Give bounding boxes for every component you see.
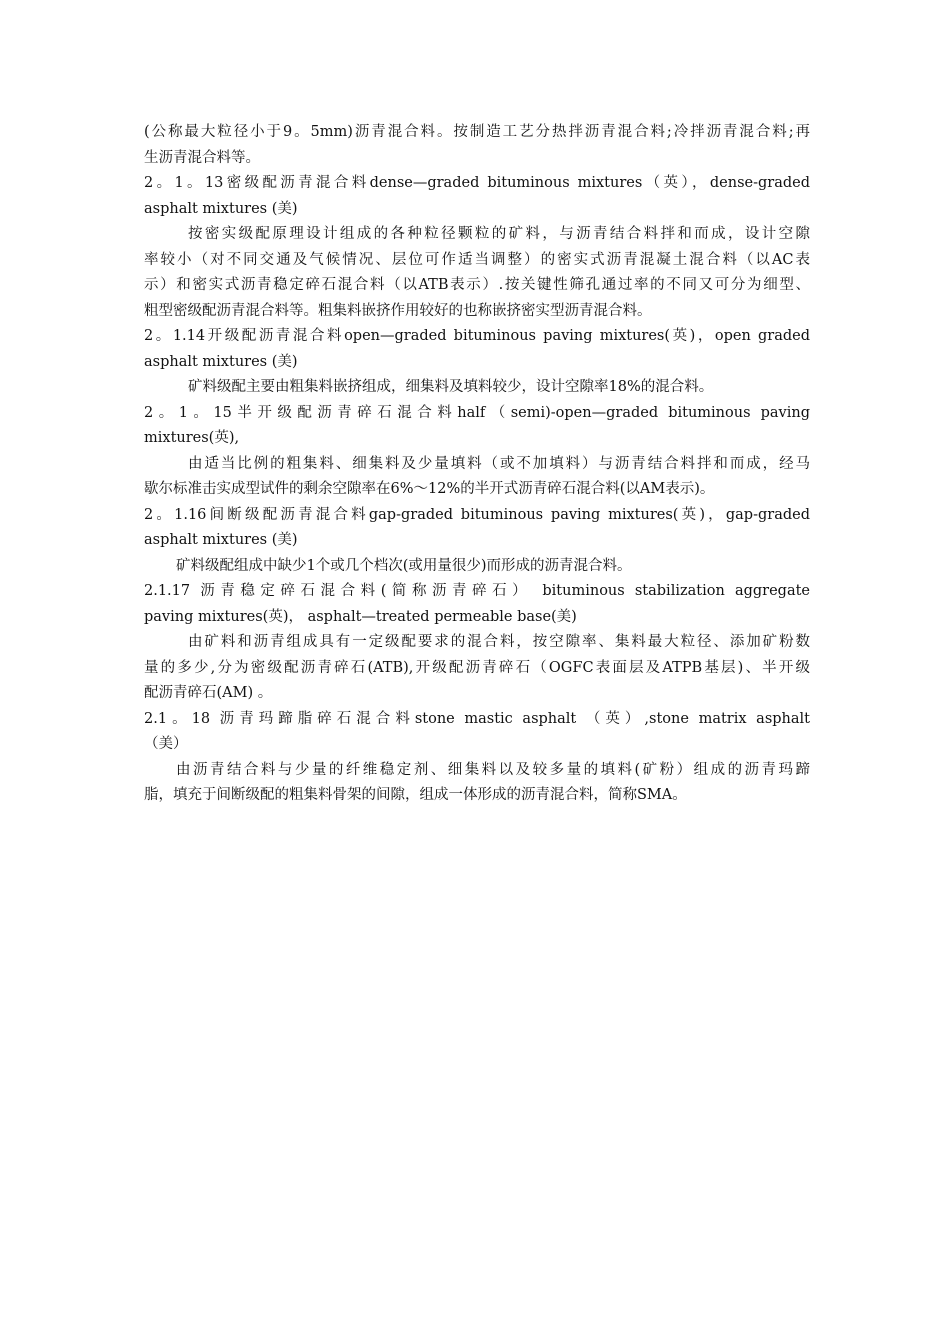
section-heading-2-1-17: 2.1.17 沥青稳定碎石混合料(简称沥青碎石） bituminous stabilization aggregate [144,583,810,599]
paragraph-line: 率较小（对不同交通及气候情况、层位可作适当调整）的密实式沥青混凝土混合料（以AC表 [144,251,810,268]
paragraph-line: 由沥青结合料与少量的纤维稳定剂、细集料以及较多量的填料(矿粉）组成的沥青玛蹄 [176,761,810,778]
paragraph-line: 量的多少,分为密级配沥青碎石(ATB),开级配沥青碎石（OGFC表面层及ATPB基层)、半开级 [144,659,810,676]
paragraph-line: 由适当比例的粗集料、细集料及少量填料（或不加填料）与沥青结合料拌和而成，经马 [188,455,810,472]
paragraph-line: 矿料级配组成中缺少1个或几个档次(或用量很少)而形成的沥青混合料。 [176,557,632,574]
paragraph-line: 生沥青混合料等。 [144,149,260,166]
section-heading-2-1-16: 2。1.16间断级配沥青混合料gap-graded bituminous paving mixtures(英)，gap-graded [144,506,810,523]
document-body [144,120,810,809]
paragraph-line: 粗型密级配沥青混合料等。粗集料嵌挤作用较好的也称嵌挤密实型沥青混合料。 [144,302,652,319]
paragraph-line: 矿料级配主要由粗集料嵌挤组成，细集料及填料较少，设计空隙率18%的混合料。 [188,379,714,395]
paragraph-line: 歇尔标准击实成型试件的剩余空隙率在6%～12%的半开式沥青碎石混合料(以AM表示)。 [144,481,715,497]
section-heading-continuation: asphalt mixtures (美) [144,353,298,370]
paragraph-line: 由矿料和沥青组成具有一定级配要求的混合料，按空隙率、集料最大粒径、添加矿粉数 [188,634,810,650]
paragraph-line: 脂，填充于间断级配的粗集料骨架的间隙，组成一体形成的沥青混合料，简称SMA。 [144,787,687,803]
section-heading-2-1-18: 2.1。18 沥青玛蹄脂碎石混合料stone mastic asphalt （英）,stone matrix asphalt [144,710,810,727]
section-heading-continuation: asphalt mixtures (美) [144,200,298,217]
paragraph-line: 示）和密实式沥青稳定碎石混合料（以ATB表示）.按关键性筛孔通过率的不同又可分为细型、 [144,277,810,293]
paragraph-line: 按密实级配原理设计组成的各种粒径颗粒的矿料，与沥青结合料拌和而成，设计空隙 [188,226,810,242]
section-heading-continuation: paving mixtures(英)， asphalt—treated permeable base(美) [144,608,577,625]
section-heading-2-1-15: 2。1。15半开级配沥青碎石混合料half（semi)-open—graded bituminous paving [144,404,810,421]
section-heading-2-1-14: 2。1.14开级配沥青混合料open—graded bituminous paving mixtures(英)，open graded [144,328,810,344]
section-heading-continuation: asphalt mixtures (美) [144,532,298,548]
section-heading-continuation: mixtures(英), [144,430,240,446]
section-heading-continuation: （美） [144,736,188,752]
paragraph-line: (公称最大粒径小于9。5mm)沥青混合料。按制造工艺分热拌沥青混合料;冷拌沥青混合料;再 [144,124,810,140]
paragraph-line: 配沥青碎石(AM) 。 [144,685,273,701]
section-heading-2-1-13: 2。1。13密级配沥青混合料dense—graded bituminous mixtures（英），dense-graded [144,175,810,191]
